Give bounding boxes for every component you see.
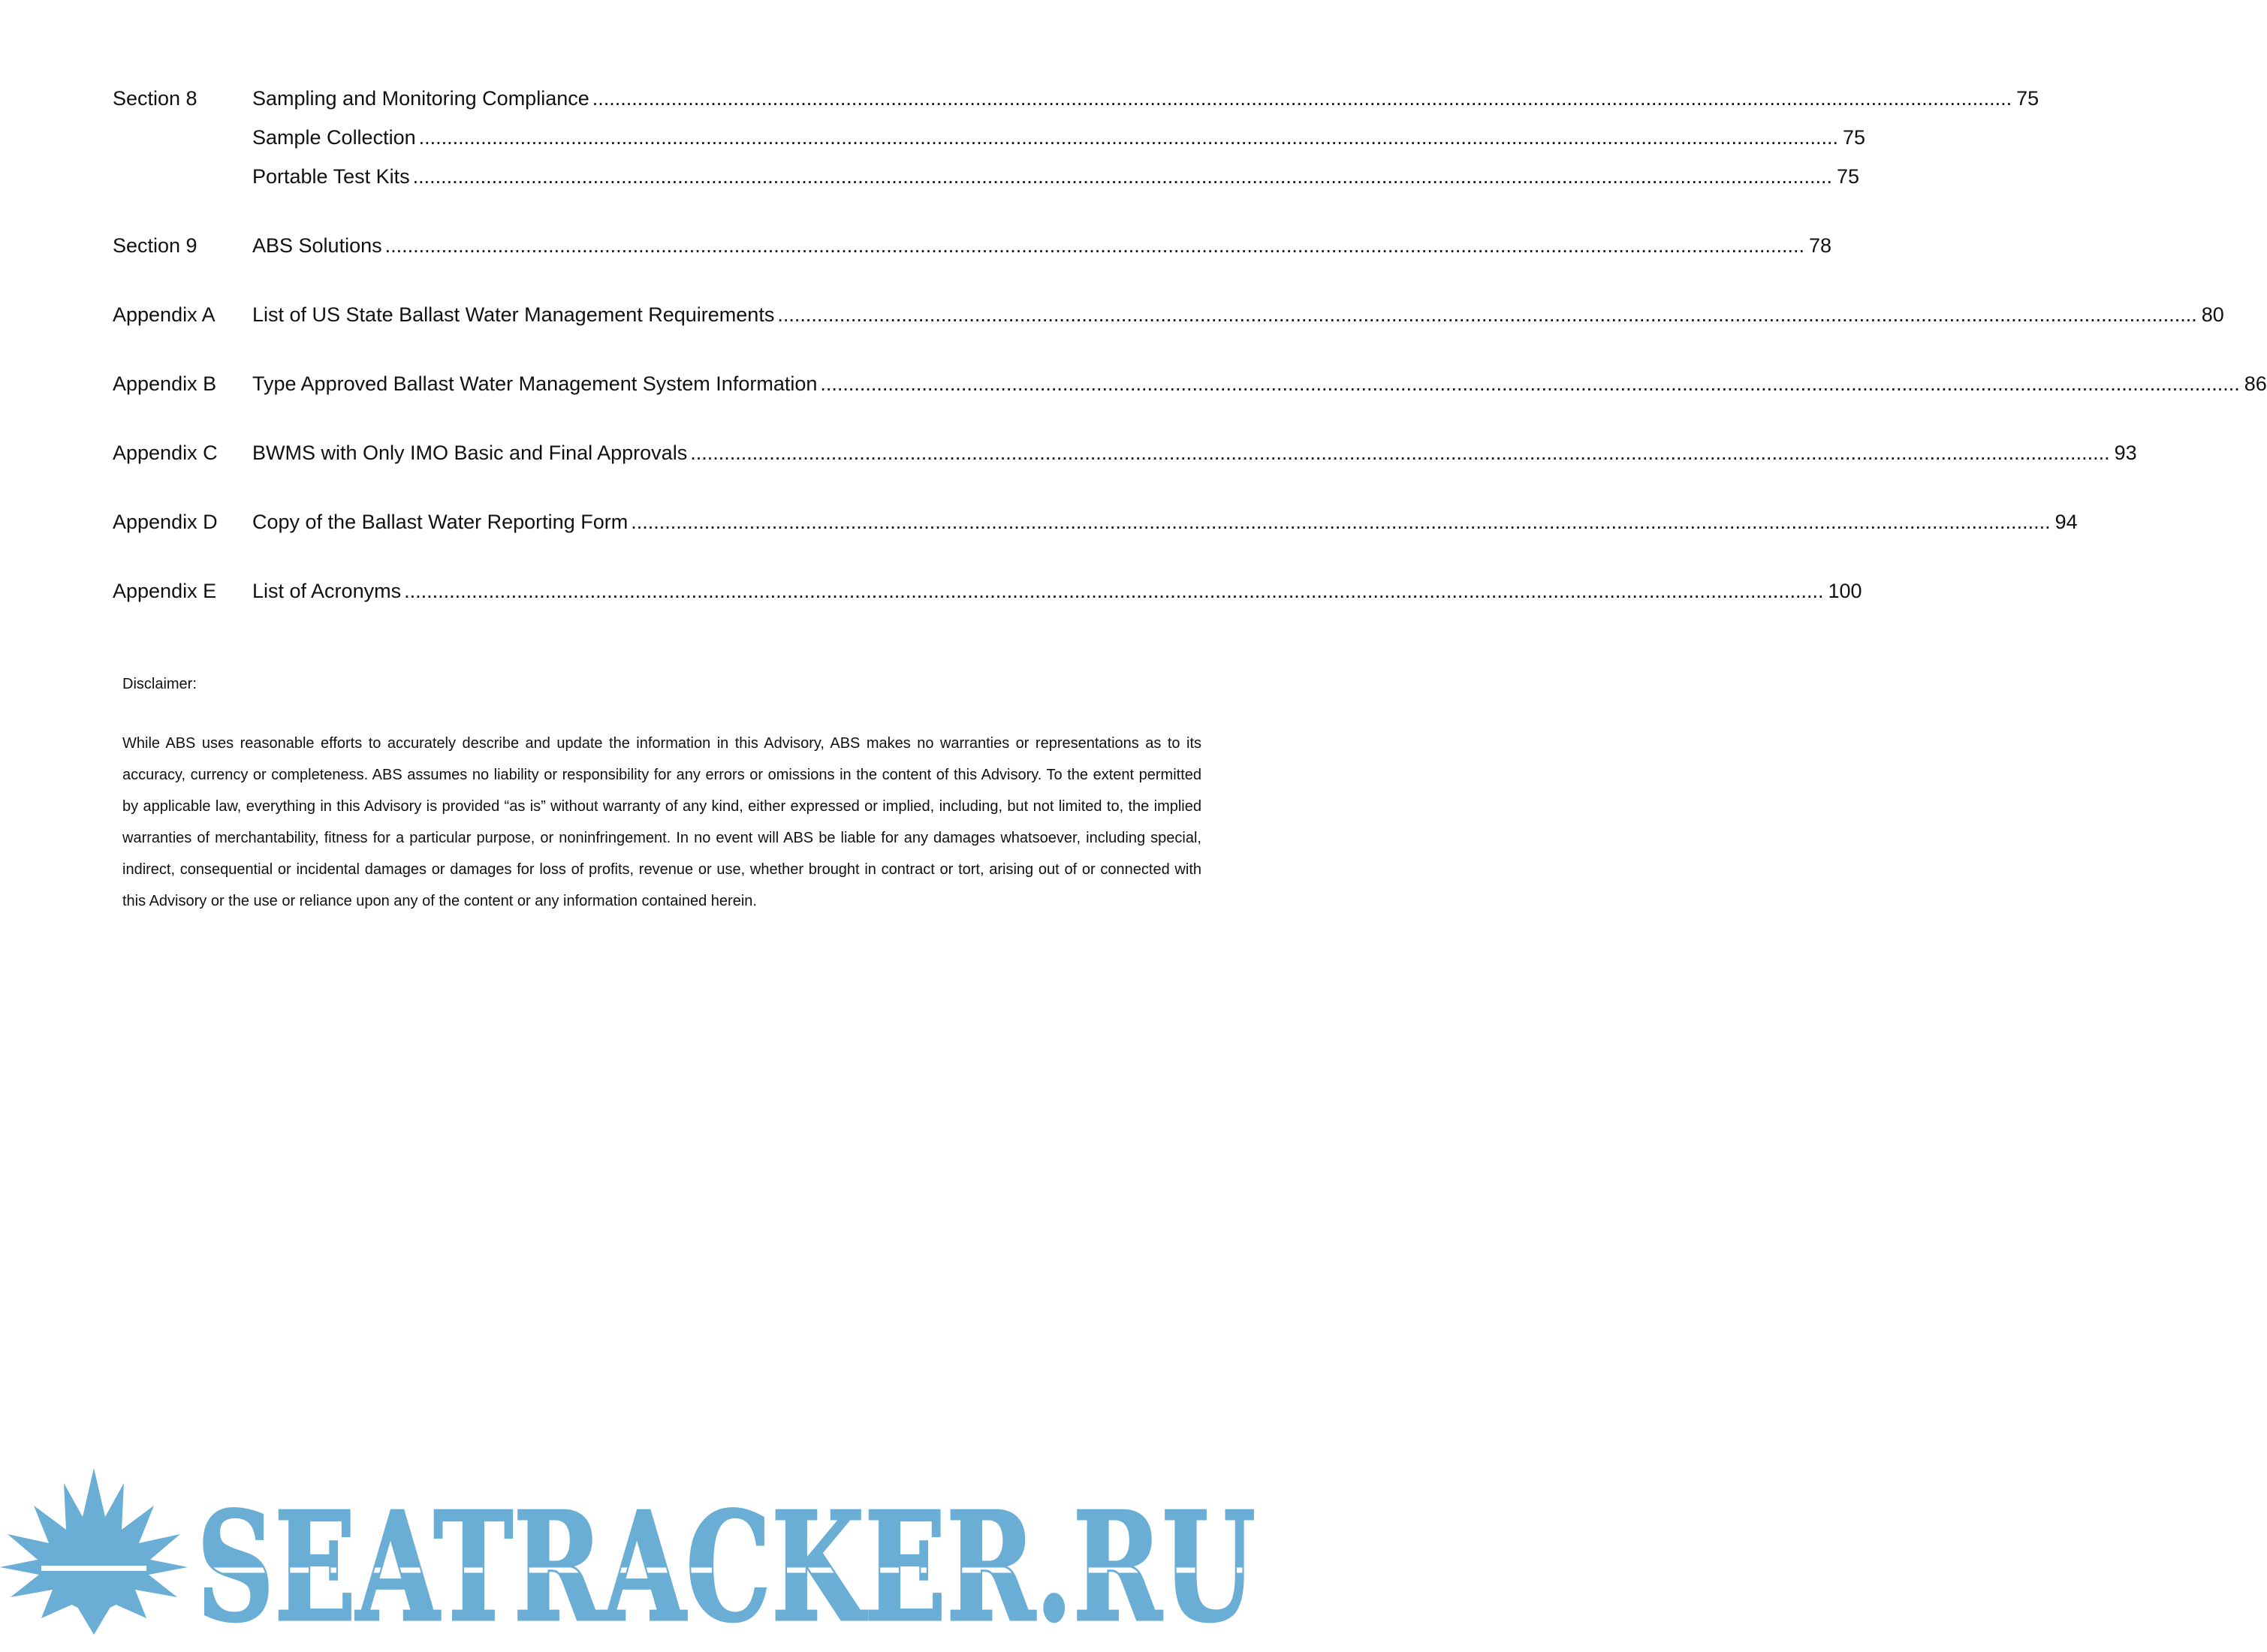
toc-entry-page: 75 <box>1836 165 1860 188</box>
toc-entry-link[interactable] <box>252 571 1862 610</box>
toc-entry-label: Appendix D <box>113 511 218 533</box>
toc-entry-section-9[interactable] <box>113 226 1832 265</box>
dot-leader <box>413 157 1832 196</box>
watermark-text: SEATRACKER.RU <box>197 1479 1256 1652</box>
toc-entry-title: Copy of the Ballast Water Reporting Form <box>252 511 629 533</box>
toc-entry-page: 78 <box>1808 234 1832 257</box>
toc-entry-title: Type Approved Ballast Water Management System Information <box>252 372 818 395</box>
toc-entry-title: List of US State Ballast Water Management Requirements <box>252 303 775 326</box>
dot-leader <box>385 226 1804 265</box>
sun-icon <box>0 1468 188 1635</box>
toc-entry-appendix-d[interactable] <box>113 502 2078 541</box>
horizon-band <box>41 1566 146 1571</box>
toc-entry-appendix-c[interactable] <box>113 433 2137 472</box>
toc-entry-link[interactable] <box>252 295 2224 334</box>
table-of-contents <box>113 79 2267 610</box>
toc-entry-title: Portable Test Kits <box>252 165 410 188</box>
toc-entry-portable-test-kits[interactable] <box>113 157 1860 196</box>
disclaimer-body: While ABS uses reasonable efforts to accurately describe and update the information in this Advisory, ABS makes no warranties or representations as to its accuracy, currency or completeness. ABS assumes no liability or responsibility for any errors or omissions in the content of this Advisory. To the extent permitted by applicable law, everything in this Advisory is provided “as is” without warranty of any kind, either expressed or implied, including, but not limited to, the implied warranties of merchantability, fitness for a particular purpose, or noninfringement. In no event will ABS be liable for any damages whatsoever, including special, indirect, consequential or incidental damages or damages for loss of profits, revenue or use, whether brought in contract or tort, arising out of or connected with this Advisory or the use or reliance upon any of the content or any information contained herein. <box>122 735 1201 909</box>
toc-entry-page: 94 <box>2054 511 2078 533</box>
toc-entry-section-8[interactable] <box>113 79 2039 118</box>
toc-entry-appendix-b[interactable] <box>113 364 2267 403</box>
dot-leader <box>777 295 2196 334</box>
toc-entry-page: 80 <box>2201 303 2224 326</box>
dot-leader <box>419 118 1838 157</box>
toc-entry-label: Section 9 <box>113 234 197 257</box>
toc-entry-title: List of Acronyms <box>252 580 402 602</box>
toc-entry-page: 100 <box>1828 580 1862 602</box>
toc-entry-label: Appendix C <box>113 442 218 464</box>
toc-entry-appendix-e[interactable] <box>113 571 1862 610</box>
toc-entry-link[interactable] <box>252 433 2137 472</box>
toc-entry-link[interactable] <box>252 157 1859 196</box>
toc-entry-title: ABS Solutions <box>252 234 382 257</box>
dot-leader <box>404 571 1823 610</box>
toc-entry-appendix-a[interactable] <box>113 295 2224 334</box>
toc-entry-page: 75 <box>2016 87 2039 110</box>
dot-leader <box>592 79 2012 118</box>
seatracker-watermark <box>0 1461 1277 1652</box>
disclaimer <box>122 676 1201 917</box>
dot-leader <box>820 364 2239 403</box>
toc-entry-title: Sample Collection <box>252 126 416 149</box>
toc-entry-link[interactable] <box>252 502 2078 541</box>
disclaimer-heading: Disclaimer: <box>122 676 197 692</box>
toc-entry-link[interactable] <box>252 118 1865 157</box>
toc-entry-label: Appendix E <box>113 580 217 602</box>
toc-entry-label: Appendix A <box>113 303 216 326</box>
toc-entry-label: Appendix B <box>113 372 217 395</box>
toc-entry-link[interactable] <box>252 364 2267 403</box>
toc-entry-page: 75 <box>1842 126 1866 149</box>
toc-entry-title: Sampling and Monitoring Compliance <box>252 87 589 110</box>
toc-entry-page: 86 <box>2244 372 2267 395</box>
toc-entry-label: Section 8 <box>113 87 197 110</box>
dot-leader <box>690 433 2109 472</box>
dot-leader <box>631 502 2050 541</box>
toc-entry-link[interactable] <box>252 79 2039 118</box>
toc-entry-page: 93 <box>2114 442 2137 464</box>
toc-entry-sample-collection[interactable] <box>113 118 1866 157</box>
toc-entry-title: BWMS with Only IMO Basic and Final Approvals <box>252 442 688 464</box>
toc-entry-link[interactable] <box>252 226 1831 265</box>
